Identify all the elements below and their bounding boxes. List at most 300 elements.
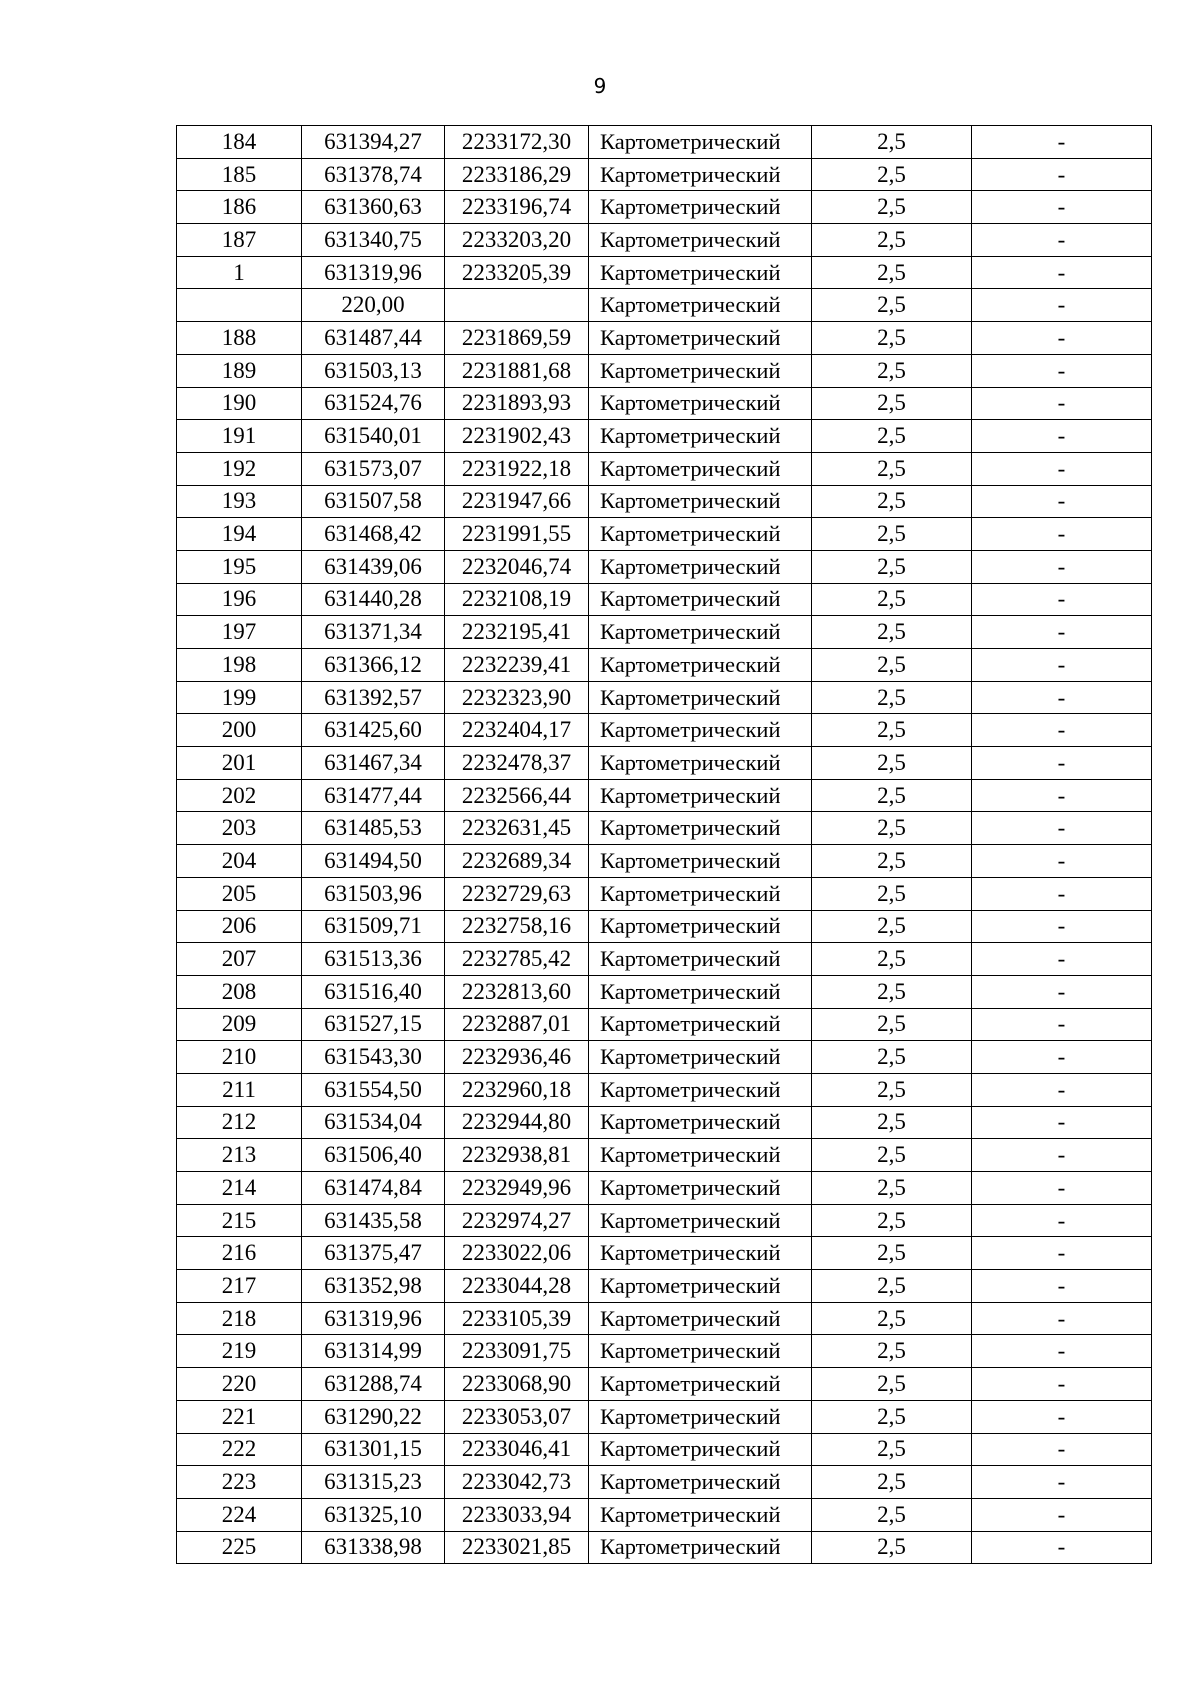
x-coordinate-cell: 631554,50 (302, 1073, 445, 1106)
point-number-cell: 215 (177, 1204, 302, 1237)
accuracy-cell: 2,5 (812, 1335, 972, 1368)
method-cell: Картометрический (589, 158, 812, 191)
table-row (177, 289, 1152, 322)
note-cell: - (972, 1237, 1152, 1270)
table-row (177, 649, 1152, 682)
method-cell: Картометрический (589, 747, 812, 780)
y-coordinate-cell: 2232404,17 (445, 714, 589, 747)
note-cell: - (972, 1270, 1152, 1303)
point-number-cell: 1 (177, 256, 302, 289)
point-number-cell: 211 (177, 1073, 302, 1106)
note-cell: - (972, 518, 1152, 551)
note-cell: - (972, 1204, 1152, 1237)
accuracy-cell: 2,5 (812, 845, 972, 878)
y-coordinate-cell: 2232785,42 (445, 943, 589, 976)
table-row (177, 1106, 1152, 1139)
note-cell: - (972, 1433, 1152, 1466)
y-coordinate-cell: 2231869,59 (445, 322, 589, 355)
point-number-cell: 192 (177, 452, 302, 485)
accuracy-cell: 2,5 (812, 1531, 972, 1564)
accuracy-cell: 2,5 (812, 681, 972, 714)
y-coordinate-cell: 2232566,44 (445, 779, 589, 812)
accuracy-cell: 2,5 (812, 452, 972, 485)
method-cell: Картометрический (589, 779, 812, 812)
point-number-cell: 195 (177, 550, 302, 583)
table-row (177, 747, 1152, 780)
x-coordinate-cell: 631524,76 (302, 387, 445, 420)
y-coordinate-cell: 2233205,39 (445, 256, 589, 289)
note-cell: - (972, 322, 1152, 355)
method-cell: Картометрический (589, 550, 812, 583)
x-coordinate-cell: 631494,50 (302, 845, 445, 878)
table-row (177, 158, 1152, 191)
y-coordinate-cell: 2232108,19 (445, 583, 589, 616)
point-number-cell: 187 (177, 224, 302, 257)
method-cell: Картометрический (589, 649, 812, 682)
x-coordinate-cell: 631474,84 (302, 1172, 445, 1205)
note-cell: - (972, 779, 1152, 812)
table-row (177, 779, 1152, 812)
accuracy-cell: 2,5 (812, 354, 972, 387)
note-cell: - (972, 1368, 1152, 1401)
note-cell: - (972, 910, 1152, 943)
accuracy-cell: 2,5 (812, 943, 972, 976)
table-row (177, 1041, 1152, 1074)
accuracy-cell: 2,5 (812, 877, 972, 910)
note-cell: - (972, 452, 1152, 485)
table-row (177, 1172, 1152, 1205)
method-cell: Картометрический (589, 877, 812, 910)
x-coordinate-cell: 631338,98 (302, 1531, 445, 1564)
point-number-cell: 198 (177, 649, 302, 682)
x-coordinate-cell: 631439,06 (302, 550, 445, 583)
table-row (177, 452, 1152, 485)
accuracy-cell: 2,5 (812, 224, 972, 257)
y-coordinate-cell: 2232974,27 (445, 1204, 589, 1237)
accuracy-cell: 2,5 (812, 256, 972, 289)
note-cell: - (972, 387, 1152, 420)
x-coordinate-cell: 631468,42 (302, 518, 445, 551)
x-coordinate-cell: 631340,75 (302, 224, 445, 257)
note-cell: - (972, 158, 1152, 191)
note-cell: - (972, 289, 1152, 322)
note-cell: - (972, 681, 1152, 714)
table-row (177, 550, 1152, 583)
point-number-cell: 191 (177, 420, 302, 453)
accuracy-cell: 2,5 (812, 747, 972, 780)
x-coordinate-cell: 631371,34 (302, 616, 445, 649)
note-cell: - (972, 485, 1152, 518)
method-cell: Картометрический (589, 1172, 812, 1205)
note-cell: - (972, 256, 1152, 289)
x-coordinate-cell: 631503,96 (302, 877, 445, 910)
x-coordinate-cell: 631375,47 (302, 1237, 445, 1270)
point-number-cell: 212 (177, 1106, 302, 1139)
accuracy-cell: 2,5 (812, 126, 972, 159)
accuracy-cell: 2,5 (812, 1270, 972, 1303)
table-row (177, 1204, 1152, 1237)
accuracy-cell: 2,5 (812, 1433, 972, 1466)
method-cell: Картометрический (589, 256, 812, 289)
method-cell: Картометрический (589, 518, 812, 551)
point-number-cell: 205 (177, 877, 302, 910)
table-row (177, 616, 1152, 649)
method-cell: Картометрический (589, 1041, 812, 1074)
accuracy-cell: 2,5 (812, 1400, 972, 1433)
note-cell: - (972, 1400, 1152, 1433)
method-cell: Картометрический (589, 1335, 812, 1368)
x-coordinate-cell: 631301,15 (302, 1433, 445, 1466)
accuracy-cell: 2,5 (812, 1466, 972, 1499)
point-number-cell: 200 (177, 714, 302, 747)
coordinates-table (176, 125, 1152, 1564)
page-number: 9 (593, 74, 607, 98)
y-coordinate-cell: 2232758,16 (445, 910, 589, 943)
table-row (177, 1237, 1152, 1270)
y-coordinate-cell: 2232323,90 (445, 681, 589, 714)
table-row (177, 975, 1152, 1008)
table-row (177, 1531, 1152, 1564)
y-coordinate-cell: 2232478,37 (445, 747, 589, 780)
y-coordinate-cell: 2233172,30 (445, 126, 589, 159)
method-cell: Картометрический (589, 943, 812, 976)
point-number-cell: 197 (177, 616, 302, 649)
accuracy-cell: 2,5 (812, 1368, 972, 1401)
method-cell: Картометрический (589, 354, 812, 387)
method-cell: Картометрический (589, 1368, 812, 1401)
accuracy-cell: 2,5 (812, 1498, 972, 1531)
method-cell: Картометрический (589, 1073, 812, 1106)
y-coordinate-cell: 2232960,18 (445, 1073, 589, 1106)
note-cell: - (972, 1335, 1152, 1368)
point-number-cell: 220 (177, 1368, 302, 1401)
point-number-cell: 206 (177, 910, 302, 943)
table-row (177, 1466, 1152, 1499)
x-coordinate-cell: 631288,74 (302, 1368, 445, 1401)
x-coordinate-cell: 631477,44 (302, 779, 445, 812)
accuracy-cell: 2,5 (812, 1106, 972, 1139)
x-coordinate-cell: 631378,74 (302, 158, 445, 191)
table-row (177, 1400, 1152, 1433)
accuracy-cell: 2,5 (812, 1237, 972, 1270)
coordinates-table-body (177, 126, 1152, 1564)
method-cell: Картометрический (589, 845, 812, 878)
point-number-cell: 219 (177, 1335, 302, 1368)
accuracy-cell: 2,5 (812, 420, 972, 453)
point-number-cell: 209 (177, 1008, 302, 1041)
point-number-cell (177, 289, 302, 322)
accuracy-cell: 2,5 (812, 191, 972, 224)
method-cell: Картометрический (589, 1302, 812, 1335)
y-coordinate-cell: 2233033,94 (445, 1498, 589, 1531)
table-row (177, 1302, 1152, 1335)
note-cell: - (972, 812, 1152, 845)
table-row (177, 126, 1152, 159)
accuracy-cell: 2,5 (812, 1172, 972, 1205)
table-row (177, 1433, 1152, 1466)
x-coordinate-cell: 631314,99 (302, 1335, 445, 1368)
table-row (177, 420, 1152, 453)
point-number-cell: 203 (177, 812, 302, 845)
accuracy-cell: 2,5 (812, 1041, 972, 1074)
y-coordinate-cell: 2233044,28 (445, 1270, 589, 1303)
table-row (177, 518, 1152, 551)
note-cell: - (972, 1041, 1152, 1074)
x-coordinate-cell: 631573,07 (302, 452, 445, 485)
y-coordinate-cell: 2232046,74 (445, 550, 589, 583)
method-cell: Картометрический (589, 1270, 812, 1303)
x-coordinate-cell: 631325,10 (302, 1498, 445, 1531)
x-coordinate-cell: 631527,15 (302, 1008, 445, 1041)
accuracy-cell: 2,5 (812, 518, 972, 551)
note-cell: - (972, 877, 1152, 910)
y-coordinate-cell: 2232936,46 (445, 1041, 589, 1074)
note-cell: - (972, 649, 1152, 682)
accuracy-cell: 2,5 (812, 289, 972, 322)
point-number-cell: 208 (177, 975, 302, 1008)
y-coordinate-cell: 2231881,68 (445, 354, 589, 387)
note-cell: - (972, 747, 1152, 780)
accuracy-cell: 2,5 (812, 485, 972, 518)
y-coordinate-cell: 2231947,66 (445, 485, 589, 518)
x-coordinate-cell: 631516,40 (302, 975, 445, 1008)
point-number-cell: 186 (177, 191, 302, 224)
note-cell: - (972, 714, 1152, 747)
table-row (177, 877, 1152, 910)
y-coordinate-cell: 2232949,96 (445, 1172, 589, 1205)
x-coordinate-cell: 631487,44 (302, 322, 445, 355)
accuracy-cell: 2,5 (812, 322, 972, 355)
accuracy-cell: 2,5 (812, 583, 972, 616)
method-cell: Картометрический (589, 1433, 812, 1466)
note-cell: - (972, 1302, 1152, 1335)
method-cell: Картометрический (589, 681, 812, 714)
y-coordinate-cell: 2232195,41 (445, 616, 589, 649)
y-coordinate-cell: 2231902,43 (445, 420, 589, 453)
method-cell: Картометрический (589, 975, 812, 1008)
y-coordinate-cell: 2233042,73 (445, 1466, 589, 1499)
y-coordinate-cell: 2232938,81 (445, 1139, 589, 1172)
method-cell: Картометрический (589, 224, 812, 257)
point-number-cell: 185 (177, 158, 302, 191)
point-number-cell: 224 (177, 1498, 302, 1531)
note-cell: - (972, 943, 1152, 976)
x-coordinate-cell: 631319,96 (302, 256, 445, 289)
point-number-cell: 218 (177, 1302, 302, 1335)
x-coordinate-cell: 631513,36 (302, 943, 445, 976)
accuracy-cell: 2,5 (812, 158, 972, 191)
method-cell: Картометрический (589, 1008, 812, 1041)
x-coordinate-cell: 631540,01 (302, 420, 445, 453)
y-coordinate-cell: 2232689,34 (445, 845, 589, 878)
table-row (177, 1008, 1152, 1041)
method-cell: Картометрический (589, 1400, 812, 1433)
point-number-cell: 190 (177, 387, 302, 420)
note-cell: - (972, 126, 1152, 159)
accuracy-cell: 2,5 (812, 649, 972, 682)
y-coordinate-cell: 2233068,90 (445, 1368, 589, 1401)
y-coordinate-cell: 2233021,85 (445, 1531, 589, 1564)
table-row (177, 224, 1152, 257)
accuracy-cell: 2,5 (812, 779, 972, 812)
x-coordinate-cell: 631440,28 (302, 583, 445, 616)
point-number-cell: 223 (177, 1466, 302, 1499)
table-row (177, 1270, 1152, 1303)
point-number-cell: 213 (177, 1139, 302, 1172)
y-coordinate-cell: 2232887,01 (445, 1008, 589, 1041)
x-coordinate-cell: 631290,22 (302, 1400, 445, 1433)
note-cell: - (972, 1008, 1152, 1041)
y-coordinate-cell: 2233046,41 (445, 1433, 589, 1466)
method-cell: Картометрический (589, 583, 812, 616)
table-row (177, 714, 1152, 747)
table-row (177, 583, 1152, 616)
table-row (177, 681, 1152, 714)
y-coordinate-cell: 2231922,18 (445, 452, 589, 485)
method-cell: Картометрический (589, 1498, 812, 1531)
method-cell: Картометрический (589, 1237, 812, 1270)
table-row (177, 1073, 1152, 1106)
y-coordinate-cell: 2231893,93 (445, 387, 589, 420)
accuracy-cell: 2,5 (812, 1008, 972, 1041)
accuracy-cell: 2,5 (812, 1204, 972, 1237)
point-number-cell: 207 (177, 943, 302, 976)
table-row (177, 485, 1152, 518)
point-number-cell: 194 (177, 518, 302, 551)
x-coordinate-cell: 631360,63 (302, 191, 445, 224)
y-coordinate-cell (445, 289, 589, 322)
method-cell: Картометрический (589, 420, 812, 453)
y-coordinate-cell: 2233091,75 (445, 1335, 589, 1368)
method-cell: Картометрический (589, 1466, 812, 1499)
method-cell: Картометрический (589, 910, 812, 943)
point-number-cell: 188 (177, 322, 302, 355)
point-number-cell: 225 (177, 1531, 302, 1564)
note-cell: - (972, 224, 1152, 257)
x-coordinate-cell: 631394,27 (302, 126, 445, 159)
accuracy-cell: 2,5 (812, 616, 972, 649)
x-coordinate-cell: 631509,71 (302, 910, 445, 943)
x-coordinate-cell: 631503,13 (302, 354, 445, 387)
accuracy-cell: 2,5 (812, 975, 972, 1008)
method-cell: Картометрический (589, 322, 812, 355)
accuracy-cell: 2,5 (812, 1139, 972, 1172)
y-coordinate-cell: 2232239,41 (445, 649, 589, 682)
point-number-cell: 204 (177, 845, 302, 878)
note-cell: - (972, 1172, 1152, 1205)
y-coordinate-cell: 2233053,07 (445, 1400, 589, 1433)
point-number-cell: 184 (177, 126, 302, 159)
method-cell: Картометрический (589, 616, 812, 649)
x-coordinate-cell: 631425,60 (302, 714, 445, 747)
x-coordinate-cell: 631315,23 (302, 1466, 445, 1499)
y-coordinate-cell: 2232944,80 (445, 1106, 589, 1139)
note-cell: - (972, 550, 1152, 583)
point-number-cell: 199 (177, 681, 302, 714)
method-cell: Картометрический (589, 387, 812, 420)
note-cell: - (972, 975, 1152, 1008)
point-number-cell: 217 (177, 1270, 302, 1303)
point-number-cell: 193 (177, 485, 302, 518)
table-row (177, 845, 1152, 878)
note-cell: - (972, 616, 1152, 649)
y-coordinate-cell: 2233196,74 (445, 191, 589, 224)
table-row (177, 910, 1152, 943)
accuracy-cell: 2,5 (812, 812, 972, 845)
method-cell: Картометрический (589, 452, 812, 485)
y-coordinate-cell: 2232813,60 (445, 975, 589, 1008)
table-row (177, 812, 1152, 845)
y-coordinate-cell: 2233105,39 (445, 1302, 589, 1335)
x-coordinate-cell: 631506,40 (302, 1139, 445, 1172)
point-number-cell: 221 (177, 1400, 302, 1433)
method-cell: Картометрический (589, 289, 812, 322)
y-coordinate-cell: 2231991,55 (445, 518, 589, 551)
method-cell: Картометрический (589, 1139, 812, 1172)
note-cell: - (972, 420, 1152, 453)
note-cell: - (972, 191, 1152, 224)
y-coordinate-cell: 2232631,45 (445, 812, 589, 845)
x-coordinate-cell: 631392,57 (302, 681, 445, 714)
method-cell: Картометрический (589, 191, 812, 224)
point-number-cell: 214 (177, 1172, 302, 1205)
table-row (177, 387, 1152, 420)
table-row (177, 1368, 1152, 1401)
method-cell: Картометрический (589, 1204, 812, 1237)
x-coordinate-cell: 631534,04 (302, 1106, 445, 1139)
x-coordinate-cell: 631319,96 (302, 1302, 445, 1335)
accuracy-cell: 2,5 (812, 1073, 972, 1106)
table-row (177, 256, 1152, 289)
note-cell: - (972, 1466, 1152, 1499)
accuracy-cell: 2,5 (812, 387, 972, 420)
point-number-cell: 196 (177, 583, 302, 616)
point-number-cell: 202 (177, 779, 302, 812)
y-coordinate-cell: 2233186,29 (445, 158, 589, 191)
method-cell: Картометрический (589, 812, 812, 845)
note-cell: - (972, 1139, 1152, 1172)
x-coordinate-cell: 631352,98 (302, 1270, 445, 1303)
note-cell: - (972, 1073, 1152, 1106)
y-coordinate-cell: 2233022,06 (445, 1237, 589, 1270)
table-row (177, 943, 1152, 976)
note-cell: - (972, 354, 1152, 387)
x-coordinate-cell: 631485,53 (302, 812, 445, 845)
x-coordinate-cell: 631366,12 (302, 649, 445, 682)
accuracy-cell: 2,5 (812, 910, 972, 943)
accuracy-cell: 2,5 (812, 550, 972, 583)
note-cell: - (972, 845, 1152, 878)
y-coordinate-cell: 2233203,20 (445, 224, 589, 257)
table-row (177, 1498, 1152, 1531)
note-cell: - (972, 1498, 1152, 1531)
method-cell: Картометрический (589, 1531, 812, 1564)
table-row (177, 322, 1152, 355)
x-coordinate-cell: 631543,30 (302, 1041, 445, 1074)
x-coordinate-cell: 631435,58 (302, 1204, 445, 1237)
point-number-cell: 210 (177, 1041, 302, 1074)
method-cell: Картометрический (589, 1106, 812, 1139)
table-row (177, 354, 1152, 387)
point-number-cell: 222 (177, 1433, 302, 1466)
point-number-cell: 201 (177, 747, 302, 780)
table-row (177, 191, 1152, 224)
table-row (177, 1139, 1152, 1172)
y-coordinate-cell: 2232729,63 (445, 877, 589, 910)
point-number-cell: 189 (177, 354, 302, 387)
method-cell: Картометрический (589, 714, 812, 747)
accuracy-cell: 2,5 (812, 714, 972, 747)
